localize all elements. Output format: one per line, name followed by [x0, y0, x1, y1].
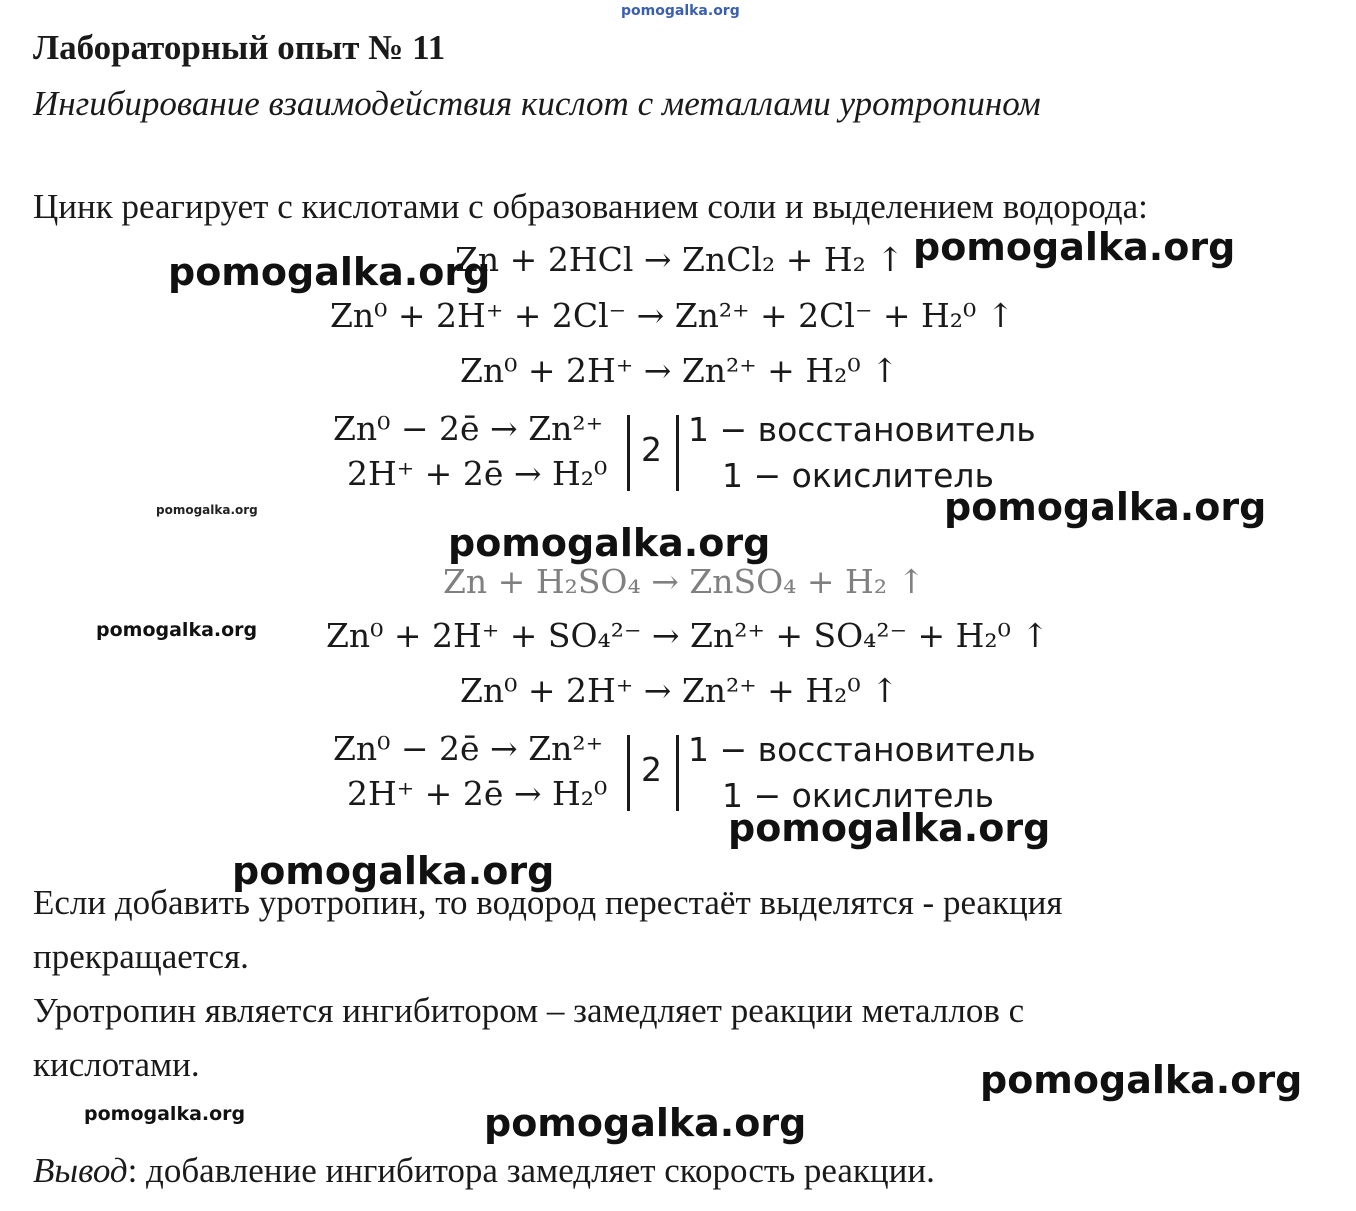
- watermark: pomogalka.org: [980, 1058, 1303, 1102]
- paragraph-2-line-2: кислотами.: [33, 1045, 200, 1084]
- conclusion-text: : добавление ингибитора замедляет скорость реакции.: [127, 1151, 935, 1190]
- equation-hcl-full-ionic: Zn⁰ + 2H⁺ + 2Cl⁻ → Zn²⁺ + 2Cl⁻ + H₂⁰ ↑: [330, 296, 1015, 335]
- half-reaction-h2so4-oxidation: Zn⁰ − 2ē → Zn²⁺: [333, 729, 604, 768]
- balance-factor-hcl: 2: [641, 430, 662, 469]
- conclusion: [33, 1144, 935, 1198]
- equation-h2so4-full-ionic: Zn⁰ + 2H⁺ + SO₄²⁻ → Zn²⁺ + SO₄²⁻ + H₂⁰ ↑: [326, 616, 1050, 655]
- watermark: pomogalka.org: [728, 806, 1051, 850]
- watermark: pomogalka.org: [84, 1103, 246, 1125]
- role-oxidizer-hcl: 1 − окислитель: [722, 456, 994, 495]
- equation-h2so4-molecular: Zn + H₂SO₄ → ZnSO₄ + H₂ ↑: [443, 562, 926, 601]
- role-reducer-h2so4: 1 − восстановитель: [688, 730, 1036, 769]
- conclusion-label: Вывод: [33, 1151, 128, 1190]
- page-subtitle: Ингибирование взаимодействия кислот с металлами уротропином: [33, 84, 1041, 123]
- watermark-top: pomogalka.org: [621, 3, 740, 19]
- balance-bar-right: [676, 415, 679, 491]
- paragraph-1-line-1: Если добавить уротропин, то водород перестаёт выделятся - реакция: [33, 883, 1063, 922]
- intro-text: Цинк реагирует с кислотами с образованием соли и выделением водорода:: [33, 187, 1148, 226]
- watermark: pomogalka.org: [913, 225, 1236, 269]
- watermark: pomogalka.org: [944, 485, 1267, 529]
- watermark: pomogalka.org: [156, 503, 258, 517]
- equation-h2so4-short-ionic: Zn⁰ + 2H⁺ → Zn²⁺ + H₂⁰ ↑: [460, 671, 899, 710]
- balance-bar-left: [627, 415, 630, 491]
- balance-factor-h2so4: 2: [641, 750, 662, 789]
- half-reaction-hcl-reduction: 2H⁺ + 2ē → H₂⁰: [347, 454, 608, 493]
- balance-bar-left: [627, 735, 630, 811]
- watermark: pomogalka.org: [96, 619, 258, 641]
- watermark: pomogalka.org: [232, 849, 555, 893]
- role-reducer-hcl: 1 − восстановитель: [688, 410, 1036, 449]
- watermark: pomogalka.org: [448, 521, 771, 565]
- paragraph-2-line-1: Уротропин является ингибитором – замедляет реакции металлов с: [33, 991, 1025, 1030]
- equation-hcl-short-ionic: Zn⁰ + 2H⁺ → Zn²⁺ + H₂⁰ ↑: [460, 351, 899, 390]
- watermark: pomogalka.org: [484, 1101, 807, 1145]
- half-reaction-hcl-oxidation: Zn⁰ − 2ē → Zn²⁺: [333, 409, 604, 448]
- watermark: pomogalka.org: [168, 250, 491, 294]
- equation-hcl-molecular: Zn + 2HCl → ZnCl₂ + H₂ ↑: [455, 240, 905, 279]
- half-reaction-h2so4-reduction: 2H⁺ + 2ē → H₂⁰: [347, 774, 608, 813]
- role-oxidizer-h2so4: 1 − окислитель: [722, 776, 994, 815]
- paragraph-1-line-2: прекращается.: [33, 937, 249, 976]
- balance-bar-right: [676, 735, 679, 811]
- page-title: Лабораторный опыт № 11: [33, 28, 446, 67]
